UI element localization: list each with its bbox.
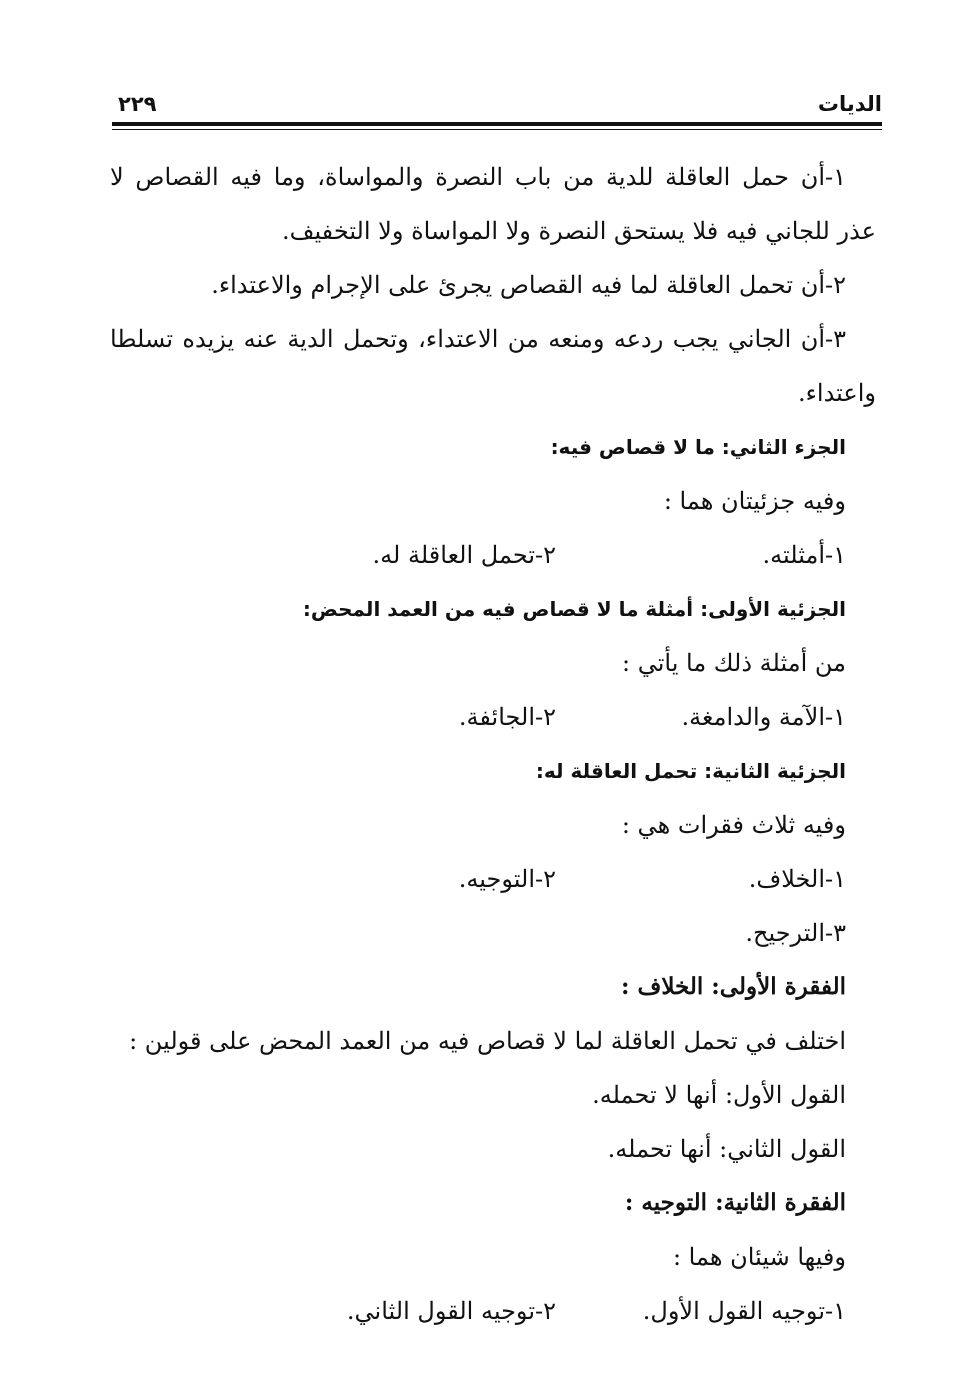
sub-part-2-item-1: ١-الخلاف. <box>748 865 846 893</box>
sub-part-2-item-3: ٣-الترجيح. <box>745 919 846 947</box>
reason-1-line-2: عذر للجاني فيه فلا يستحق النصرة ولا المواساة ولا التخفيف. <box>281 217 876 245</box>
paragraph-1-text: اختلف في تحمل العاقلة لما لا قصاص فيه من العمد المحض على قولين : <box>129 1027 846 1055</box>
sub-part-2-item-2: ٢-التوجيه. <box>458 865 556 893</box>
reason-2: ٢-أن تحمل العاقلة لما فيه القصاص يجرئ على الإجرام والاعتداء. <box>211 271 846 299</box>
sub-part-1-item-1: ١-الآمة والدامغة. <box>681 703 846 731</box>
page-number: ٢٢٩ <box>118 92 157 116</box>
sub-part-1-items <box>110 690 876 744</box>
part-2-heading: الجزء الثاني: ما لا قصاص فيه: <box>550 435 846 459</box>
sub-part-1-intro: من أمثلة ذلك ما يأتي : <box>621 649 846 677</box>
part-2-intro: وفيه جزئيتان هما : <box>663 487 846 515</box>
page-body <box>110 150 876 1338</box>
reason-3-line-2: واعتداء. <box>798 379 876 407</box>
running-title: الديات <box>817 92 882 116</box>
paragraph-2-item-2: ٢-توجيه القول الثاني. <box>346 1297 556 1325</box>
page-header <box>112 88 882 128</box>
part-2-item-1: ١-أمثلته. <box>762 541 846 569</box>
paragraph-1-heading: الفقرة الأولى: الخلاف : <box>620 973 846 1000</box>
paragraph-2-intro: وفيها شيئان هما : <box>672 1243 846 1271</box>
part-2-items <box>110 528 876 582</box>
sub-part-1-item-2: ٢-الجائفة. <box>458 703 556 731</box>
header-rule-thin <box>112 129 882 130</box>
sub-part-2-items <box>110 852 876 906</box>
paragraph-2-item-1: ١-توجيه القول الأول. <box>642 1297 846 1325</box>
reason-1-line-1: ١-أن حمل العاقلة للدية من باب النصرة والمواساة، وما فيه القصاص لا <box>110 163 846 191</box>
opinion-2: القول الثاني: أنها تحمله. <box>607 1135 846 1163</box>
sub-part-1-heading: الجزئية الأولى: أمثلة ما لا قصاص فيه من العمد المحض: <box>302 597 846 621</box>
paragraph-2-items <box>110 1284 876 1338</box>
reason-3-line-1: ٣-أن الجاني يجب ردعه ومنعه من الاعتداء، وتحمل الدية عنه يزيده تسلطا <box>110 325 847 353</box>
header-rule-thick <box>112 122 882 126</box>
paragraph-2-heading: الفقرة الثانية: التوجيه : <box>624 1189 846 1216</box>
part-2-item-2: ٢-تحمل العاقلة له. <box>372 541 556 569</box>
sub-part-2-heading: الجزئية الثانية: تحمل العاقلة له: <box>535 759 846 783</box>
opinion-1: القول الأول: أنها لا تحمله. <box>592 1081 846 1109</box>
sub-part-2-intro: وفيه ثلاث فقرات هي : <box>621 811 846 839</box>
